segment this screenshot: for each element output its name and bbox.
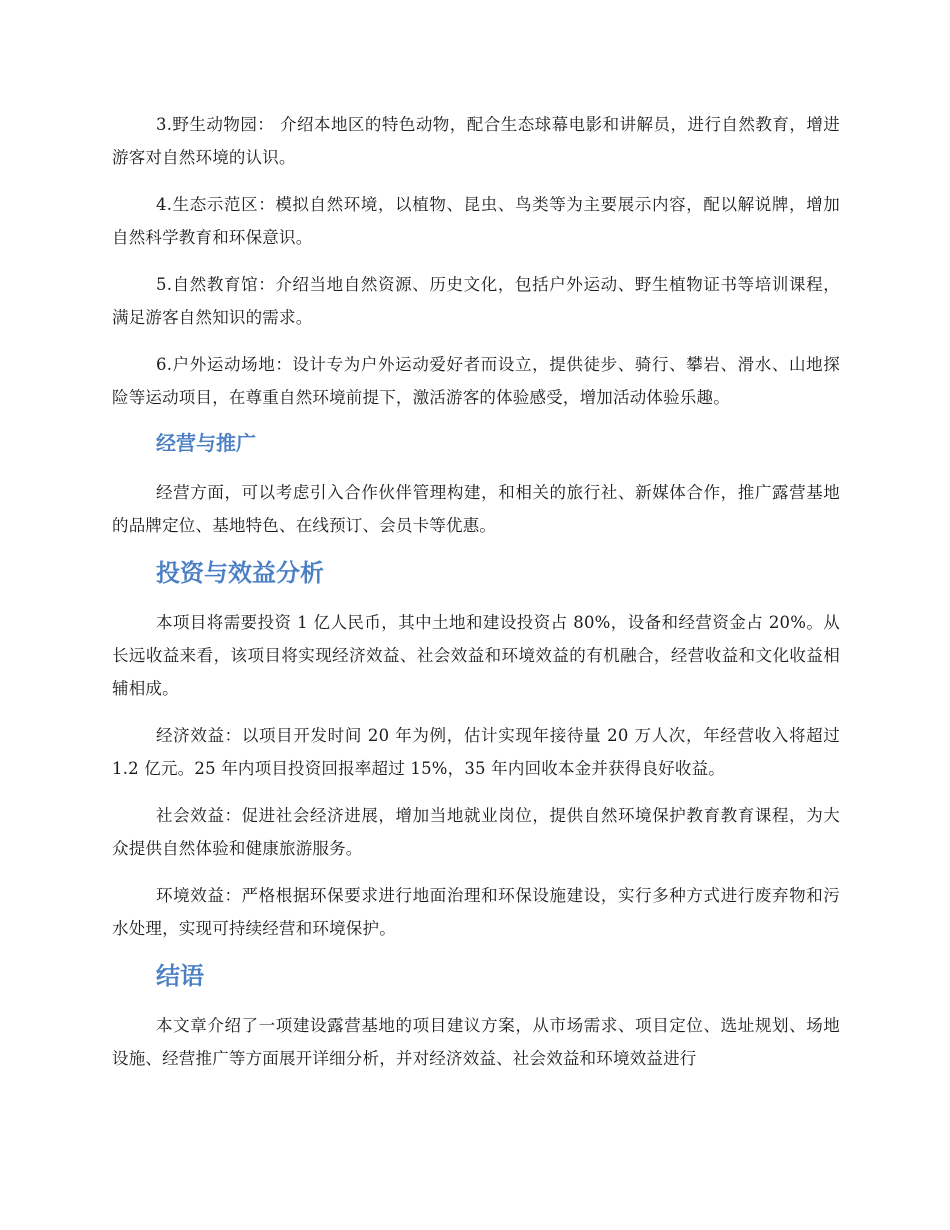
- paragraph-conclusion: 本文章介绍了一项建设露营基地的项目建议方案，从市场需求、项目定位、选址规划、场地设施、经营推广等方面展开详细分析，并对经济效益、社会效益和环境效益进行: [112, 1016, 840, 1068]
- heading-conclusion: 结语: [156, 962, 204, 990]
- paragraph-wildlife-park: 3.野生动物园： 介绍本地区的特色动物，配合生态球幕电影和讲解员，进行自然教育，增进游客对自然环境的认识。: [112, 115, 840, 167]
- paragraph-social-benefit: 社会效益：促进社会经济进展，增加当地就业岗位，提供自然环境保护教育教育课程，为大众提供自然体验和健康旅游服务。: [112, 806, 840, 858]
- paragraph-nature-education-hall: 5.自然教育馆：介绍当地自然资源、历史文化，包括户外运动、野生植物证书等培训课程，满足游客自然知识的需求。: [112, 275, 840, 327]
- paragraph-investment-overview: 本项目将需要投资 1 亿人民币，其中土地和建设投资占 80%，设备和经营资金占 20%。从长远收益来看，该项目将实现经济效益、社会效益和环境效益的有机融合，经营收益和文化收益相辅相成。: [112, 613, 840, 698]
- paragraph-eco-demo-zone: 4.生态示范区：模拟自然环境，以植物、昆虫、鸟类等为主要展示内容，配以解说牌，增加自然科学教育和环保意识。: [112, 195, 840, 247]
- paragraph-environmental-benefit: 环境效益：严格根据环保要求进行地面治理和环保设施建设，实行多种方式进行废弃物和污水处理，实现可持续经营和环境保护。: [112, 886, 840, 938]
- paragraph-operation: 经营方面，可以考虑引入合作伙伴管理构建，和相关的旅行社、新媒体合作，推广露营基地的品牌定位、基地特色、在线预订、会员卡等优惠。: [112, 483, 840, 535]
- document-content: [112, 108, 840, 1089]
- heading-investment-benefit: 投资与效益分析: [156, 559, 324, 587]
- paragraph-economic-benefit: 经济效益：以项目开发时间 20 年为例，估计实现年接待量 20 万人次，年经营收入将超过 1.2 亿元。25 年内项目投资回报率超过 15%，35 年内回收本金并获得良好收益。: [112, 726, 840, 778]
- paragraph-outdoor-sports-ground: 6.户外运动场地：设计专为户外运动爱好者而设立，提供徒步、骑行、攀岩、滑水、山地探险等运动项目，在尊重自然环境前提下，激活游客的体验感受，增加活动体验乐趣。: [112, 355, 840, 407]
- heading-operation-promotion: 经营与推广: [156, 431, 256, 455]
